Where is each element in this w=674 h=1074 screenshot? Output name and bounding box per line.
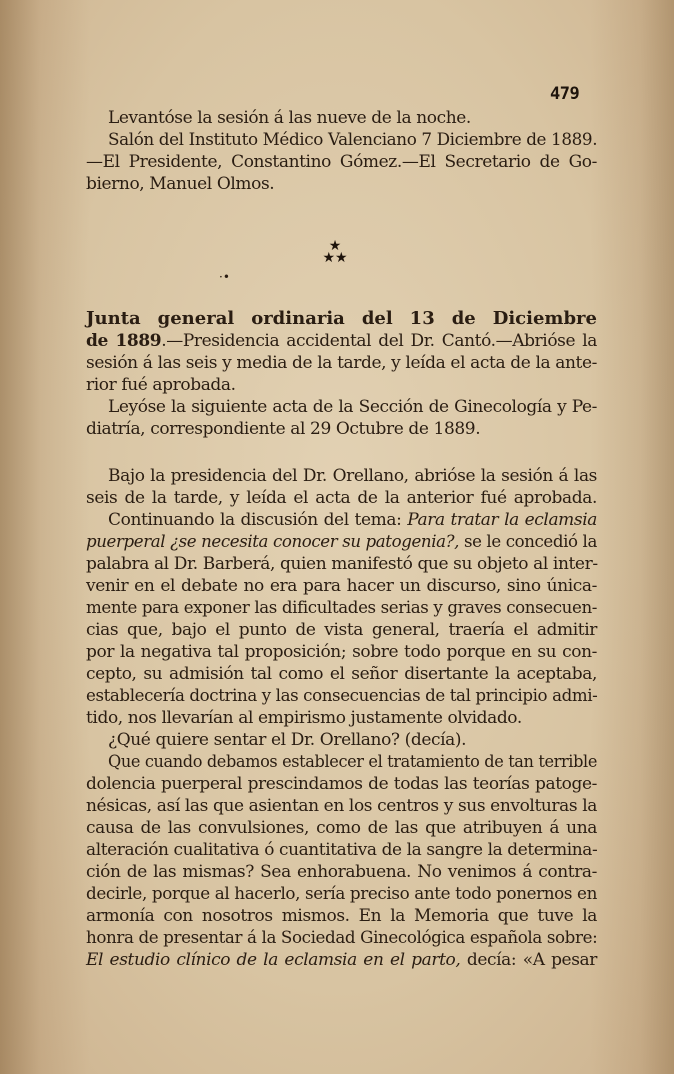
acta-text: decía: «A pesar <box>460 950 597 970</box>
section-heading-continuation <box>86 330 597 352</box>
acta-line <box>86 531 597 553</box>
text-line: honra de presentar á la Sociedad Ginecológica española sobre: <box>86 928 598 948</box>
text-line: dolencia puerperal prescindamos de todas las teorías patoge- <box>86 774 597 794</box>
text-line: cias que, bajo el punto de vista general, traería el admitir <box>86 620 597 640</box>
text-line: Leyóse la siguiente acta de la Sección de Ginecología y Pe- <box>108 397 597 417</box>
memoir-title-italic: El estudio clínico de la eclamsia en el parto, <box>86 950 461 970</box>
acta-text: seis de la tarde, y leída el acta de la anterior fué aprobada. <box>86 488 597 508</box>
text-line: Salón del Instituto Médico Valenciano 7 Diciembre de 1889. <box>108 130 598 150</box>
text-line: nésicas, así las que asientan en los centros y sus envolturas la <box>86 796 597 816</box>
section-heading-line <box>86 308 597 330</box>
text-line: Levantóse la sesión á las nueve de la noche. <box>108 108 471 128</box>
text-line: causa de las convulsiones, como de las que atribuyen á una <box>86 818 597 838</box>
section-ornament <box>320 240 350 264</box>
acta-text: Bajo la presidencia del Dr. Orellano, abrióse la sesión á las <box>108 466 597 486</box>
section-heading-year: de 1889 <box>86 331 162 351</box>
text-line: armonía con nosotros mismos. En la Memoria que tuve la <box>86 906 597 926</box>
acta-line <box>108 509 597 531</box>
topic-title-italic: Para tratar la eclamsia <box>407 510 597 530</box>
text-line: alteración cualitativa ó cuantitativa de la sangre la determina- <box>86 840 598 860</box>
text-line: decirle, porque al hacerlo, sería preciso ante todo ponernos en <box>86 884 597 904</box>
text-line: tido, nos llevarían al empirismo justamente olvidado. <box>86 708 522 728</box>
text-line: bierno, Manuel Olmos. <box>86 174 275 194</box>
text-line: Que cuando debamos establecer el tratamiento de tan terrible <box>108 752 597 772</box>
text-line: venir en el debate no era para hacer un discurso, sino única- <box>86 576 597 596</box>
topic-title-italic: puerperal ¿se necesita conocer su patogenia?, <box>86 532 460 552</box>
acta-text: se le concedió la <box>459 532 597 552</box>
section-intro: .—Presidencia accidental del Dr. Cantó.—Abrióse la <box>161 331 598 351</box>
text-line: establecería doctrina y las consecuencias de tal principio admi- <box>86 686 598 706</box>
section-heading: Junta general ordinaria del 13 de Diciembre <box>86 308 597 329</box>
page-number: 479 <box>550 84 580 104</box>
acta-text: Continuando la discusión del tema: <box>108 510 408 530</box>
stray-mark: ·• <box>219 270 230 284</box>
text-line: sesión á las seis y media de la tarde, y leída el acta de la ante- <box>86 353 597 373</box>
text-line: diatría, correspondiente al 29 Octubre de 1889. <box>86 419 481 439</box>
text-line: mente para exponer las dificultades serias y graves consecuen- <box>86 598 597 618</box>
text-line: rior fué aprobada. <box>86 375 236 395</box>
ornament-stars-bottom: ★★ <box>322 250 348 266</box>
text-line: ción de las mismas? Sea enhorabuena. No venimos á contra- <box>86 862 597 882</box>
text-line: por la negativa tal proposición; sobre todo porque en su con- <box>86 642 597 662</box>
text-line: —El Presidente, Constantino Gómez.—El Secretario de Go- <box>86 152 597 172</box>
acta-line-last <box>86 949 597 971</box>
text-line: palabra al Dr. Barberá, quien manifestó que su objeto al inter- <box>86 554 598 574</box>
text-line: ¿Qué quiere sentar el Dr. Orellano? (decía). <box>108 730 467 750</box>
ornament-star-top: ★ <box>328 238 342 254</box>
text-line: cepto, su admisión tal como el señor disertante la aceptaba, <box>86 664 597 684</box>
acta-line <box>86 487 597 509</box>
acta-line <box>108 465 597 487</box>
